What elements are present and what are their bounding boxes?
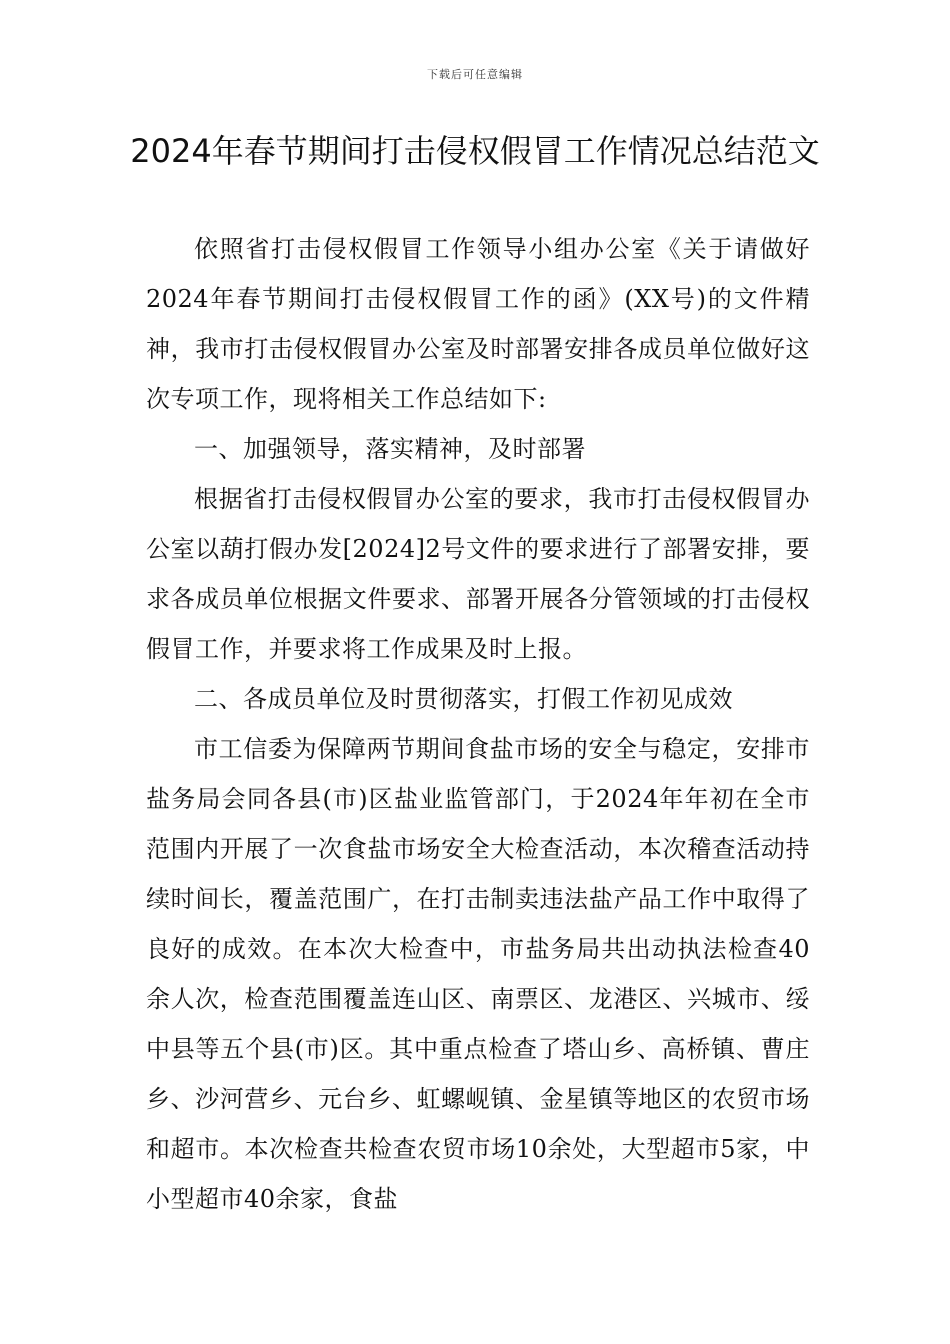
intro-paragraph: 依照省打击侵权假冒工作领导小组办公室《关于请做好2024年春节期间打击侵权假冒工作的函》(XX号)的文件精神，我市打击侵权假冒办公室及时部署安排各成员单位做好这次专项工作，现将相关工作总结如下: [146,235,810,413]
document-title: 2024年春节期间打击侵权假冒工作情况总结范文 [130,132,820,170]
header-note: 下载后可任意编辑 [427,68,523,81]
section-heading-2: 二、各成员单位及时贯彻落实，打假工作初见成效 [194,685,733,713]
section-1-paragraph: 根据省打击侵权假冒办公室的要求，我市打击侵权假冒办公室以葫打假办发[2024]2号文件的要求进行了部署安排，要求各成员单位根据文件要求、部署开展各分管领域的打击侵权假冒工作，并要求将工作成果及时上报。 [146,485,810,663]
section-heading-1: 一、加强领导，落实精神，及时部署 [194,435,586,463]
section-2-paragraph: 市工信委为保障两节期间食盐市场的安全与稳定，安排市盐务局会同各县(市)区盐业监管部门，于2024年年初在全市范围内开展了一次食盐市场安全大检查活动，本次稽查活动持续时间长，覆盖范围广，在打击制卖违法盐产品工作中取得了良好的成效。在本次大检查中，市盐务局共出动执法检查40余人次，检查范围覆盖连山区、南票区、龙港区、兴城市、绥中县等五个县(市)区。其中重点检查了塔山乡、高桥镇、曹庄乡、沙河营乡、元台乡、虹螺岘镇、金星镇等地区的农贸市场和超市。本次检查共检查农贸市场10余处，大型超市5家，中小型超市40余家，食盐 [146,735,810,1213]
document-body [146,224,810,1224]
